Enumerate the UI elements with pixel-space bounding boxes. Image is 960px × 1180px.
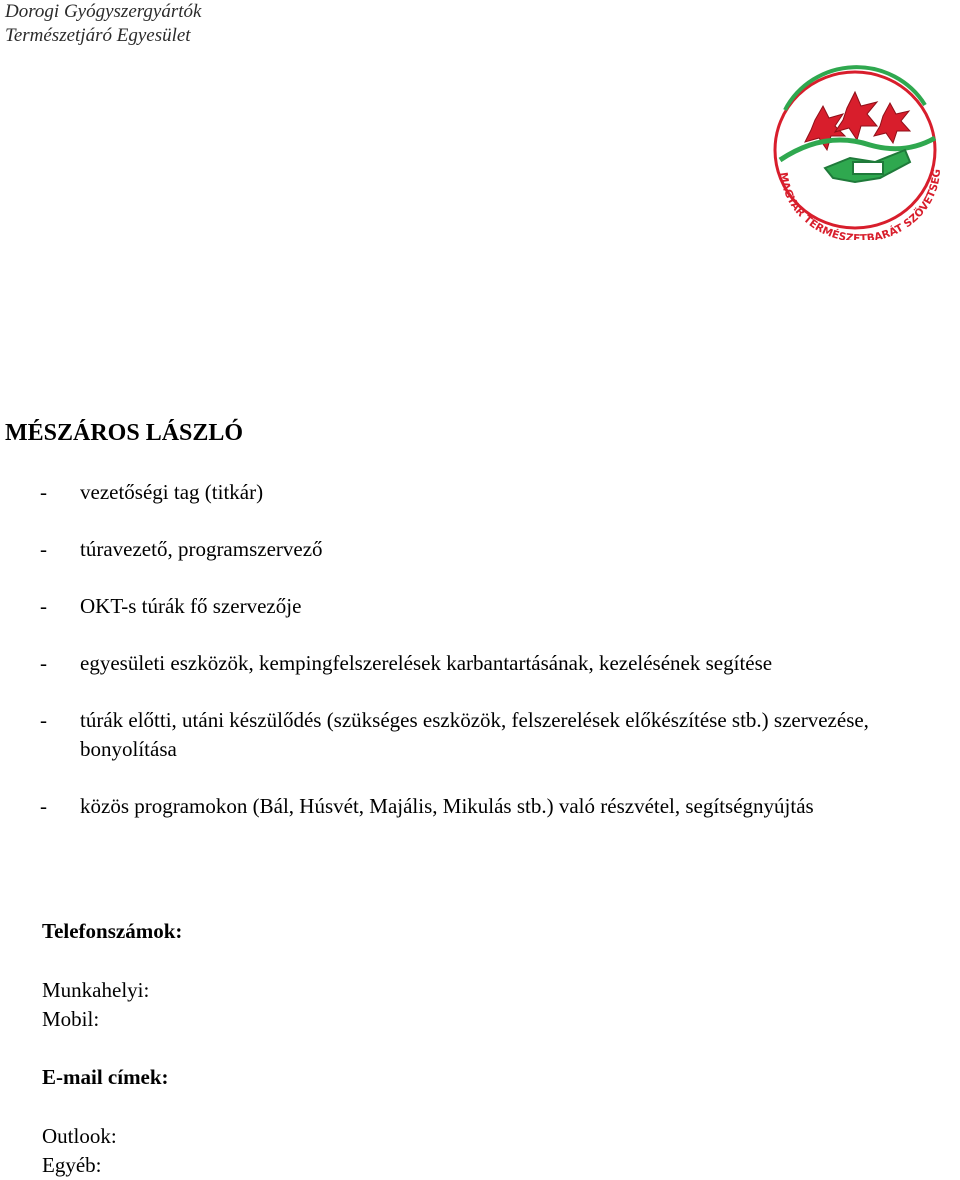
list-item	[40, 706, 940, 764]
duties-list	[40, 478, 940, 849]
duty-text: közös programokon (Bál, Húsvét, Majális, Mikulás stb.) való részvétel, segítségnyújtás	[80, 794, 814, 818]
duty-text: egyesületi eszközök, kempingfelszerelések karbantartásának, kezelésének segítése	[80, 651, 773, 675]
logo-emblem-icon	[755, 50, 960, 240]
mobile-phone-label: Mobil:	[42, 1007, 100, 1031]
list-item	[40, 535, 940, 564]
federation-logo	[755, 50, 960, 240]
organization-header	[5, 0, 201, 48]
outlook-email-label: Outlook:	[42, 1124, 117, 1148]
duty-text: vezetőségi tag (titkár)	[80, 480, 264, 504]
list-bullet: -	[40, 708, 47, 732]
list-bullet: -	[40, 480, 47, 504]
list-bullet: -	[40, 594, 47, 618]
logo-arc-text: MAGYAR TERMÉSZETBARÁT SZÖVETSÉG	[776, 168, 944, 240]
list-item	[40, 649, 940, 678]
list-bullet: -	[40, 794, 47, 818]
duty-text: OKT-s túrák fő szervezője	[80, 594, 302, 618]
other-email-label: Egyéb:	[42, 1153, 102, 1177]
duty-text: túravezető, programszervező	[80, 537, 323, 561]
list-bullet: -	[40, 537, 47, 561]
list-bullet: -	[40, 651, 47, 675]
organization-name-line2: Természetjáró Egyesület	[5, 25, 191, 46]
person-name: MÉSZÁROS LÁSZLÓ	[5, 420, 244, 446]
list-item	[40, 478, 940, 507]
list-item	[40, 592, 940, 621]
organization-name-line1: Dorogi Gyógyszergyártók	[5, 1, 202, 22]
emails-title: E-mail címek:	[42, 1065, 169, 1089]
duty-text: túrák előtti, utáni készülődés (szükséges eszközök, felszerelések előkészítése stb.) szervezése, bonyolítása	[80, 708, 869, 761]
list-item	[40, 792, 940, 821]
work-phone-label: Munkahelyi:	[42, 978, 150, 1002]
phones-title: Telefonszámok:	[42, 919, 183, 943]
